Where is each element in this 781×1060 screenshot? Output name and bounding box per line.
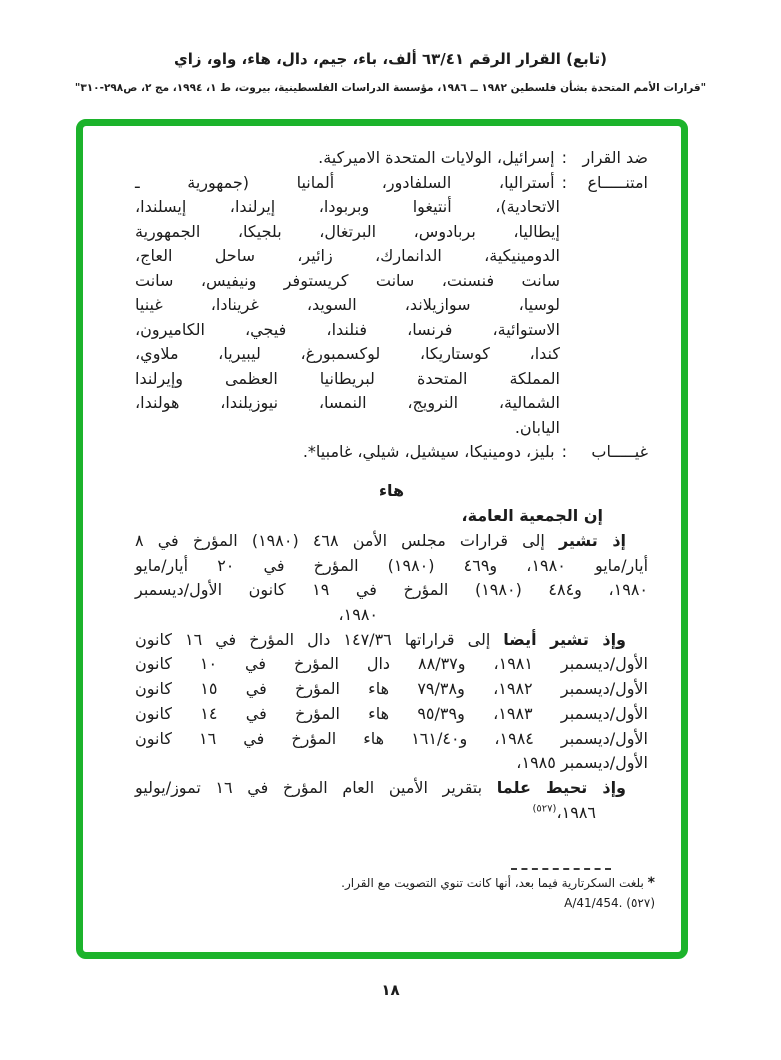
colon-separator: : (561, 442, 567, 461)
colon-separator: : (561, 172, 567, 192)
footnote-asterisk: * (647, 875, 655, 891)
vote-record (135, 146, 648, 465)
text-line: الأول/ديسمبر ١٩٨٢، و٧٩/٣٨ هاء المؤرخ في ١٥ كانون (135, 679, 648, 699)
page-header (0, 50, 781, 94)
text-line: الأول/ديسمبر ١٩٨٣، و٩٥/٣٩ هاء المؤرخ في ١٤ كانون (135, 703, 648, 723)
resolution-section (135, 479, 648, 826)
text-line: ١٩٨٠، (338, 605, 378, 625)
preamble-lead: وإذ تحيط علما (496, 777, 626, 797)
text-line: الأول/ديسمبر ١٩٨١، و٨٨/٣٧ دال المؤرخ في ١٠ كانون (135, 654, 649, 674)
footnote-text: بلغت السكرتارية فيما بعد، أنها كانت تنوي التصويت مع القرار. (341, 876, 644, 890)
vote-country-list: بليز، دومينيكا، سيشيل، شيلي، غامبيا*. (302, 442, 555, 461)
vote-row (135, 440, 648, 465)
footnote-reference-line (128, 896, 655, 910)
text-line: أيار/مايو ١٩٨٠، و٤٦٩ (١٩٨٠) المؤرخ في ٢٠ أيار/مايو (135, 555, 649, 575)
footnote-ref-number: (٥٢٧) (626, 896, 655, 910)
content-frame (76, 119, 688, 959)
preamble-lead: إذ تشير (558, 530, 627, 550)
vote-country-list-line: اليابان. (514, 417, 560, 437)
footnote-area (128, 868, 655, 910)
vote-category-label: غيـــــاب (591, 442, 648, 461)
vote-country-list-line: الدومينيكية، الدانمارك، زائير، ساحل العاج، (135, 246, 560, 265)
section-heading: هاء (378, 480, 405, 500)
vote-category-label: ضد القرار (582, 148, 648, 167)
text-line: إذ تشير إلى قرارات مجلس الأمن ٤٦٨ (١٩٨٠) المؤرخ في ٨ (135, 530, 627, 550)
resolution-title: (تابع) القرار الرقم ٦٣/٤١ ألف، باء، جيم، دال، هاء، واو، زاي (174, 50, 607, 68)
vote-country-list-line: الشمالية، النرويج، النمسا، نيوزيلندا، هولندا، (135, 393, 560, 412)
vote-country-list-line: لوسيا، سوازيلاند، السويد، غرينادا، غينيا (135, 295, 560, 314)
footnote-text-line (128, 875, 655, 892)
source-citation: "قرارات الأمم المتحدة بشأن فلسطين ١٩٨٢ ــ ١٩٨٦، مؤسسة الدراسات الفلسطينية، بيروت، ط ١، ١٩٩٤، مج ٢، ص٢٩٨-٣١٠" (74, 82, 707, 94)
vote-country-list: إسرائيل، الولايات المتحدة الاميركية. (318, 148, 555, 167)
text-line: وإذ تحيط علما بتقرير الأمين العام المؤرخ في ١٦ تموز/يوليو (135, 777, 626, 797)
vote-country-list-line: المملكة المتحدة لبريطانيا العظمى وإيرلندا (135, 368, 560, 388)
text-line: الأول/ديسمبر ١٩٨٥، (516, 753, 648, 773)
text-line: وإذ تشير أيضا إلى قراراتها ١٤٧/٣٦ دال المؤرخ في ١٦ كانون (135, 629, 627, 649)
vote-country-list-line: الاستوائية، فرنسا، فنلندا، فيجي، الكاميرون، (135, 319, 560, 339)
vote-category-label: امتنـــــاع (587, 172, 648, 192)
text-line: ١٩٨٦،$^{(٥٢٧)}$ (532, 802, 596, 822)
vote-country-list-line: الاتحادية)، أنتيغوا وبربودا، إيرلندا، إيسلندا، (135, 197, 560, 216)
text-line: ١٩٨٠، و٤٨٤ (١٩٨٠) المؤرخ في ١٩ كانون الأول/ديسمبر (135, 580, 648, 600)
colon-separator: : (561, 148, 567, 167)
vote-country-list-line: كندا، كوستاريكا، لوكسمبورغ، ليبيريا، ملاوي، (135, 344, 560, 363)
footnote-marker: (٥٢٧) (532, 803, 557, 815)
preamble-paragraphs (135, 529, 648, 825)
preamble-intro: إن الجمعية العامة، (461, 506, 603, 526)
page-number: ١٨ (381, 981, 400, 999)
vote-row (135, 171, 648, 196)
vote-country-list-line: إيطاليا، بربادوس، البرتغال، بلجيكا، الجمهورية (135, 221, 560, 241)
vote-row (135, 146, 648, 171)
footnote-document-symbol: A/41/454. (564, 896, 623, 910)
vote-country-list-line: سانت فنسنت، سانت كريستوفر ونيفيس، سانت (135, 270, 560, 290)
vote-country-list: أستراليا، السلفادور، ألمانيا (جمهورية ـ (135, 172, 555, 192)
footnote-separator (511, 868, 611, 870)
preamble-lead: وإذ تشير أيضا (503, 629, 627, 649)
text-line: الأول/ديسمبر ١٩٨٤، و١٦١/٤٠ هاء المؤرخ في ١٦ كانون (135, 728, 649, 748)
